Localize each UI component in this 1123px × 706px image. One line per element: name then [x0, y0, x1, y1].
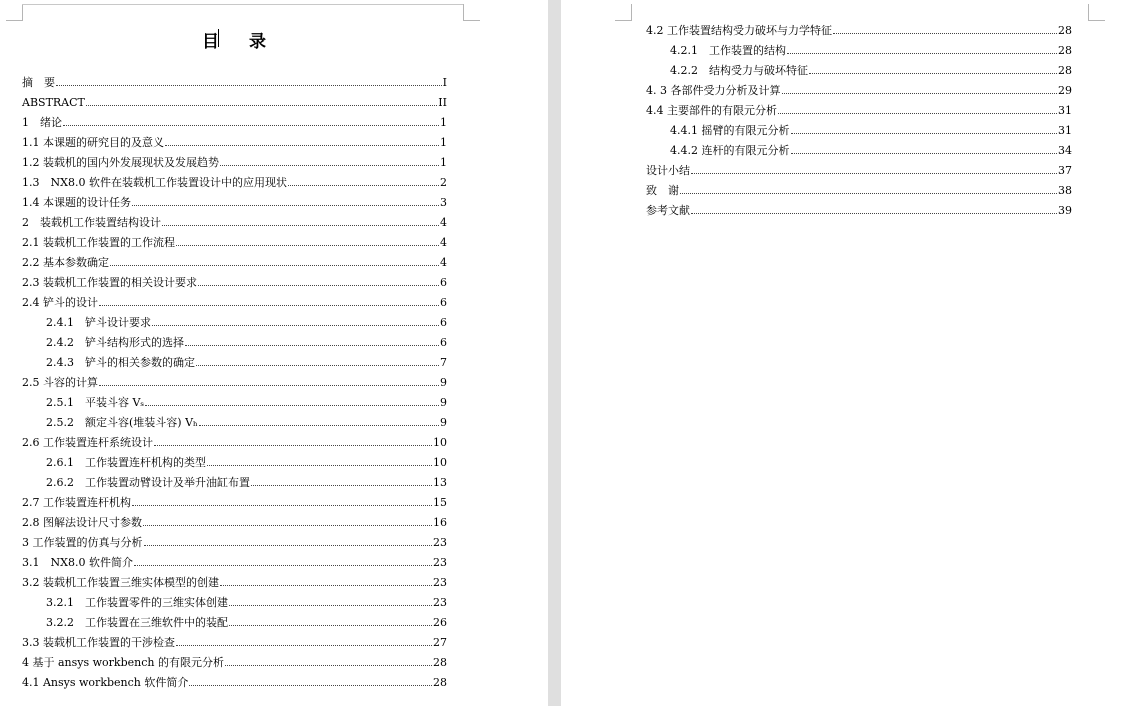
toc-entry[interactable]: [646, 21, 1072, 41]
page-corner-mark: [463, 4, 480, 21]
toc-entry-page: 28: [433, 656, 447, 669]
toc-entry-label: 2.1 装载机工作装置的工作流程: [22, 236, 175, 249]
toc-leader-dots: [63, 124, 439, 126]
toc-entry-label: 2.4.3 铲斗的相关参数的确定: [46, 356, 195, 369]
toc-entry[interactable]: [22, 93, 447, 113]
toc-entry-label: 2.7 工作装置连杆机构: [22, 496, 131, 509]
toc-leader-dots: [196, 364, 439, 366]
toc-entry-page: 3: [440, 196, 447, 209]
toc-entry-page: 6: [440, 276, 447, 289]
toc-entry[interactable]: [22, 153, 447, 173]
toc-entry-label: 2.5 斗容的计算: [22, 376, 98, 389]
toc-entry-label: 1.1 本课题的研究目的及意义: [22, 136, 164, 149]
toc-leader-dots: [791, 152, 1058, 154]
toc-entry[interactable]: [22, 113, 447, 133]
toc-entry-page: 9: [440, 396, 447, 409]
toc-entry-page: 28: [1058, 64, 1072, 77]
toc-leader-dots: [132, 204, 439, 206]
toc-entry-label: 2.6.1 工作装置连杆机构的类型: [46, 456, 206, 469]
toc-entry-page: 28: [1058, 24, 1072, 37]
toc-leader-dots: [691, 212, 1057, 214]
toc-entry[interactable]: [22, 173, 447, 193]
toc-leader-dots: [809, 72, 1057, 74]
toc-entry-page: 4: [440, 256, 447, 269]
toc-leader-dots: [56, 84, 442, 86]
toc-title: 目 录: [202, 32, 278, 52]
toc-entry-page: 4: [440, 216, 447, 229]
toc-entry[interactable]: [46, 593, 447, 613]
toc-entry-label: 2.4 铲斗的设计: [22, 296, 98, 309]
toc-leader-dots: [162, 224, 439, 226]
toc-entry[interactable]: [646, 201, 1072, 221]
toc-leader-dots: [680, 192, 1057, 194]
toc-entry-label: 2.4.2 铲斗结构形式的选择: [46, 336, 184, 349]
toc-entry-page: 4: [440, 236, 447, 249]
toc-entry-label: 2.5.2 额定斗容(堆装斗容) Vₕ: [46, 416, 198, 429]
toc-leader-dots: [132, 504, 432, 506]
toc-leader-dots: [99, 304, 439, 306]
toc-entry[interactable]: [22, 633, 447, 653]
page-corner-mark: [1088, 4, 1105, 21]
toc-entry-label: 4.2.2 结构受力与破坏特征: [670, 64, 808, 77]
toc-entry[interactable]: [22, 513, 447, 533]
toc-leader-dots: [144, 544, 433, 546]
toc-entry[interactable]: [22, 193, 447, 213]
toc-entry-page: 23: [433, 556, 447, 569]
toc-entry-label: 3.2.1 工作装置零件的三维实体创建: [46, 596, 228, 609]
toc-entry-page: 34: [1058, 144, 1072, 157]
toc-entry[interactable]: [670, 61, 1072, 81]
toc-entry-label: 4.4 主要部件的有限元分析: [646, 104, 777, 117]
toc-entry[interactable]: [22, 253, 447, 273]
toc-leader-dots: [86, 104, 437, 106]
toc-entry-label: 3.2.2 工作装置在三维软件中的装配: [46, 616, 228, 629]
toc-entry[interactable]: [646, 81, 1072, 101]
toc-entry[interactable]: [22, 433, 447, 453]
toc-entry[interactable]: [46, 313, 447, 333]
toc-entry[interactable]: [670, 121, 1072, 141]
toc-entry-label: 1.3 NX8.0 软件在装载机工作装置设计中的应用现状: [22, 176, 287, 189]
toc-leader-dots: [145, 404, 439, 406]
toc-entry[interactable]: [22, 213, 447, 233]
toc-entry[interactable]: [46, 413, 447, 433]
toc-entry[interactable]: [22, 493, 447, 513]
toc-entry-label: 4. 3 各部件受力分析及计算: [646, 84, 781, 97]
toc-entry-page: 2: [440, 176, 447, 189]
toc-entry-page: 10: [433, 436, 447, 449]
toc-entry[interactable]: [670, 141, 1072, 161]
toc-entry-label: 2.5.1 平装斗容 Vₛ: [46, 396, 145, 409]
toc-entry[interactable]: [22, 273, 447, 293]
toc-entry[interactable]: [46, 333, 447, 353]
toc-leader-dots: [778, 112, 1057, 114]
right-page: [561, 0, 1123, 706]
toc-leader-dots: [251, 484, 432, 486]
toc-entry-label: 2.8 图解法设计尺寸参数: [22, 516, 142, 529]
toc-entry-label: 3.3 装载机工作装置的干涉检查: [22, 636, 175, 649]
toc-entry-label: 4.4.2 连杆的有限元分析: [670, 144, 790, 157]
toc-leader-dots: [787, 52, 1057, 54]
toc-entry[interactable]: [46, 353, 447, 373]
toc-entry-page: 6: [440, 316, 447, 329]
page-corner-mark: [615, 4, 632, 21]
toc-entry-page: 6: [440, 296, 447, 309]
toc-leader-dots: [165, 144, 439, 146]
toc-leader-dots: [288, 184, 439, 186]
toc-leader-dots: [152, 324, 439, 326]
toc-entry-page: 23: [433, 536, 447, 549]
toc-entry[interactable]: [22, 573, 447, 593]
toc-entry-label: 2 装载机工作装置结构设计: [22, 216, 161, 229]
toc-entry[interactable]: [646, 181, 1072, 201]
toc-entry[interactable]: [46, 453, 447, 473]
toc-entry-page: 10: [433, 456, 447, 469]
toc-entry[interactable]: [22, 73, 447, 93]
toc-leader-dots: [110, 264, 439, 266]
toc-leader-dots: [199, 424, 439, 426]
toc-entry-page: 1: [440, 136, 447, 149]
toc-entry-label: 4.2.1 工作装置的结构: [670, 44, 786, 57]
toc-entry-page: II: [438, 96, 447, 109]
toc-entry[interactable]: [46, 393, 447, 413]
toc-entry-page: 31: [1058, 104, 1072, 117]
toc-leader-dots: [220, 164, 439, 166]
toc-entry[interactable]: [22, 133, 447, 153]
toc-leader-dots: [833, 32, 1057, 34]
page-gutter: [548, 0, 561, 706]
toc-entry-label: 4 基于 ansys workbench 的有限元分析: [22, 656, 224, 669]
toc-entry-page: 26: [433, 616, 447, 629]
toc-entry-label: 摘 要: [22, 76, 55, 89]
toc-entry-label: 2.3 装载机工作装置的相关设计要求: [22, 276, 197, 289]
toc-entry-page: 37: [1058, 164, 1072, 177]
toc-entry-page: 27: [433, 636, 447, 649]
toc-entry-label: 4.2 工作装置结构受力破坏与力学特征: [646, 24, 832, 37]
toc-entry-label: 设计小结: [646, 164, 690, 177]
toc-leader-dots: [229, 604, 432, 606]
toc-leader-dots: [176, 244, 439, 246]
toc-entry-label: 2.6 工作装置连杆系统设计: [22, 436, 153, 449]
toc-entry-page: 7: [440, 356, 447, 369]
toc-entry[interactable]: [22, 553, 447, 573]
toc-leader-dots: [143, 524, 432, 526]
header-line: [22, 4, 463, 5]
toc-leader-dots: [154, 444, 432, 446]
toc-entry-page: 6: [440, 336, 447, 349]
toc-entry[interactable]: [22, 533, 447, 553]
toc-leader-dots: [185, 344, 439, 346]
toc-entry[interactable]: [22, 373, 447, 393]
toc-entry-page: 23: [433, 576, 447, 589]
toc-entry-page: 9: [440, 376, 447, 389]
toc-leader-dots: [782, 92, 1058, 94]
toc-entry-page: 28: [433, 676, 447, 689]
toc-entry[interactable]: [22, 293, 447, 313]
toc-leader-dots: [207, 464, 432, 466]
toc-entry[interactable]: [646, 161, 1072, 181]
toc-entry-page: 28: [1058, 44, 1072, 57]
toc-leader-dots: [176, 644, 432, 646]
toc-entry[interactable]: [22, 653, 447, 673]
toc-entry-page: 29: [1058, 84, 1072, 97]
toc-entry-label: ABSTRACT: [22, 96, 85, 109]
toc-entry-label: 1.2 装载机的国内外发展现状及发展趋势: [22, 156, 219, 169]
toc-entry-page: 1: [440, 156, 447, 169]
toc-entry-page: I: [442, 76, 447, 89]
toc-leader-dots: [99, 384, 439, 386]
toc-leader-dots: [791, 132, 1058, 134]
toc-entry-page: 38: [1058, 184, 1072, 197]
toc-entry-label: 2.2 基本参数确定: [22, 256, 109, 269]
toc-entry-label: 1.4 本课题的设计任务: [22, 196, 131, 209]
toc-entry-label: 4.4.1 摇臂的有限元分析: [670, 124, 790, 137]
toc-entry-label: 3 工作装置的仿真与分析: [22, 536, 143, 549]
toc-entry-page: 9: [440, 416, 447, 429]
toc-entry-label: 4.1 Ansys workbench 软件简介: [22, 676, 189, 689]
toc-entry[interactable]: [646, 101, 1072, 121]
toc-entry[interactable]: [670, 41, 1072, 61]
toc-leader-dots: [229, 624, 432, 626]
toc-leader-dots: [134, 564, 432, 566]
toc-entry-label: 2.6.2 工作装置动臂设计及举升油缸布置: [46, 476, 250, 489]
toc-leader-dots: [198, 284, 439, 286]
left-page: [0, 0, 548, 706]
toc-leader-dots: [691, 172, 1057, 174]
toc-entry-label: 3.2 装载机工作装置三维实体模型的创建: [22, 576, 219, 589]
page-corner-mark: [6, 4, 23, 21]
toc-entry-label: 致 谢: [646, 184, 679, 197]
toc-entry[interactable]: [22, 673, 447, 693]
toc-entry-page: 16: [433, 516, 447, 529]
toc-leader-dots: [189, 684, 432, 686]
toc-entry-label: 参考文献: [646, 204, 690, 217]
toc-leader-dots: [220, 584, 432, 586]
toc-entry[interactable]: [46, 473, 447, 493]
toc-entry-page: 39: [1058, 204, 1072, 217]
toc-entry-page: 15: [433, 496, 447, 509]
toc-entry[interactable]: [46, 613, 447, 633]
toc-entry-page: 31: [1058, 124, 1072, 137]
toc-entry[interactable]: [22, 233, 447, 253]
toc-entry-label: 3.1 NX8.0 软件简介: [22, 556, 133, 569]
toc-entry-page: 1: [440, 116, 447, 129]
toc-entry-page: 13: [433, 476, 447, 489]
toc-entry-label: 1 绪论: [22, 116, 62, 129]
toc-entry-label: 2.4.1 铲斗设计要求: [46, 316, 151, 329]
toc-entry-page: 23: [433, 596, 447, 609]
toc-leader-dots: [225, 664, 432, 666]
